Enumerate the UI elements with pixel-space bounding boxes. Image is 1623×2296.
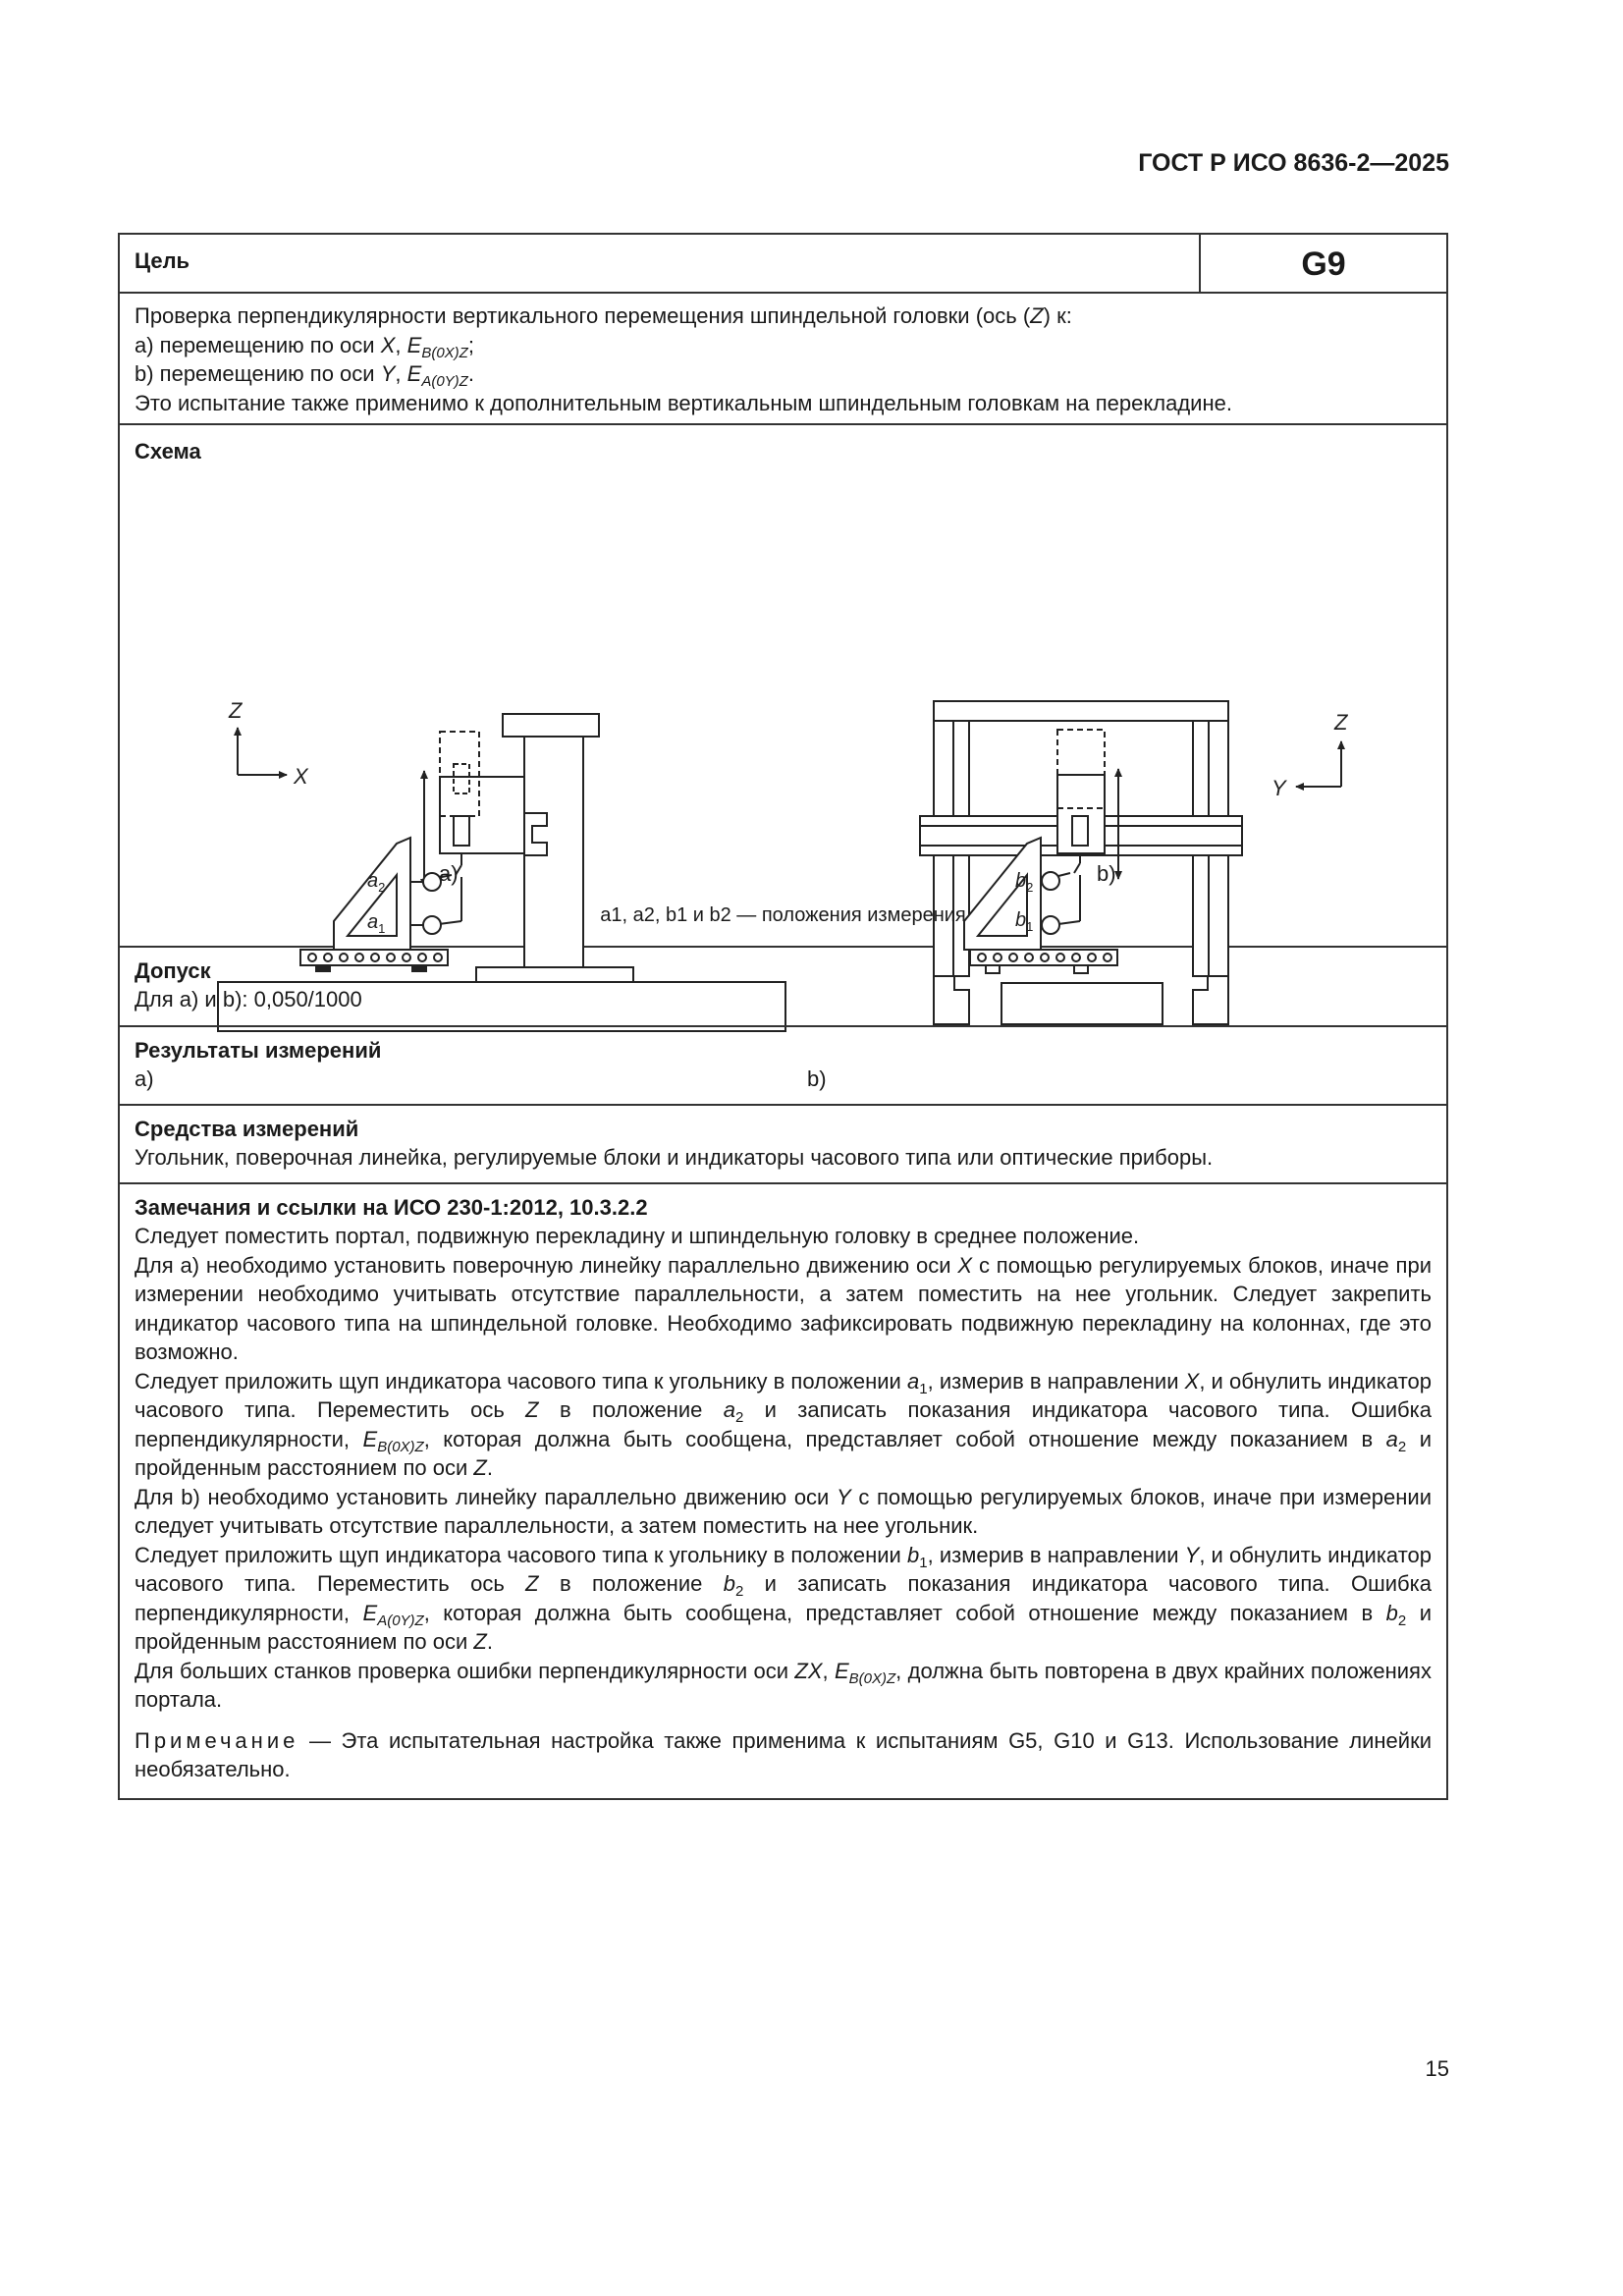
- goal-title-row: [118, 233, 1448, 294]
- goal-title: Цель: [135, 248, 190, 273]
- results-a: a): [135, 1066, 154, 1091]
- goal-item-a: a) перемещению по оси X, $E_{B(0X)Z}$;: [135, 332, 474, 361]
- results-line: [135, 1065, 1432, 1093]
- caption-b: b): [1097, 861, 1116, 886]
- page-number: 15: [1425, 2056, 1449, 2081]
- label-a1: $a_1$: [367, 911, 386, 936]
- remarks-p5: Следует приложить щуп индикатора часового типа к угольнику в положении $b_1$, измерив в направлении Y, и обнулить индикатор часового типа. Переместить ось Z в положение $b_2$ и записать показания индикатора часового типа. Ошибка перпендикулярности, $E_{A(0Y)Z}$, которая должна быть сообщена, представляет собой отношение между показанием в $b_2$ и пройденным расстоянием по оси Z.: [135, 1542, 1432, 1654]
- tolerance-title: Допуск: [135, 958, 211, 983]
- goal-description: [118, 294, 1448, 425]
- goal-line-1: Проверка перпендикулярности вертикального перемещения шпиндельной головки (ось (Z) к:: [135, 303, 1072, 328]
- remarks-p6: Для больших станков проверка ошибки перпендикулярности оси ZX, $E_{B(0X)Z}$, должна быть повторена в двух крайних положениях портала.: [135, 1658, 1432, 1712]
- tolerance-section: [118, 948, 1448, 1027]
- schema-section: [118, 425, 1448, 948]
- results-title: Результаты измерений: [135, 1037, 382, 1063]
- instruments-title: Средства измерений: [135, 1116, 359, 1141]
- goal-line-4: Это испытание также применимо к дополнительным вертикальным шпиндельным головкам на перекладине.: [135, 390, 1232, 415]
- instruments-text: Угольник, поверочная линейка, регулируемые блоки и индикаторы часового типа или оптические приборы.: [135, 1144, 1214, 1170]
- remarks-p2: Для a) необходимо установить поверочную линейку параллельно движению оси X с помощью регулируемых блоков, иначе при измерении необходимо учитывать отсутствие параллельности, а затем поместить на нее угольник. Следует закрепить индикатор часового типа на шпиндельной головке. Необходимо зафиксировать подвижную перекладину на колоннах, где это возможно.: [135, 1252, 1432, 1364]
- caption-a: a): [439, 861, 459, 886]
- results-section: [118, 1027, 1448, 1106]
- goal-item-b: b) перемещению по оси Y, $E_{A(0Y)Z}$.: [135, 361, 474, 390]
- remarks-p3: Следует приложить щуп индикатора часового типа к угольнику в положении $a_1$, измерив в направлении X, и обнулить индикатор часового типа. Переместить ось Z в положение $a_2$ и записать показания индикатора часового типа. Ошибка перпендикулярности, $E_{B(0X)Z}$, которая должна быть сообщена, представляет собой отношение между показанием в $a_2$ и пройденным расстоянием по оси Z.: [135, 1368, 1432, 1480]
- label-a2: $a_2$: [367, 870, 386, 895]
- axis-y-label: Y: [1271, 776, 1286, 800]
- results-b: b): [807, 1066, 827, 1091]
- test-sheet-table: [118, 233, 1448, 1800]
- remarks-p4: Для b) необходимо установить линейку параллельно движению оси Y с помощью регулируемых блоков, иначе при измерении следует учитывать отсутствие параллельности, а затем поместить на нее угольник.: [135, 1484, 1432, 1538]
- remarks-note: Примечание — Эта испытательная настройка также применима к испытаниям G5, G10 и G13. Использование линейки необязательно.: [135, 1727, 1432, 1781]
- note-label: Примечание: [135, 1727, 299, 1753]
- schema-title: Схема: [135, 439, 201, 464]
- tolerance-value: Для a) и b): 0,050/1000: [135, 987, 362, 1011]
- remarks-p1: Следует поместить портал, подвижную перекладину и шпиндельную головку в среднее положение.: [135, 1224, 1140, 1248]
- instruments-section: [118, 1106, 1448, 1185]
- test-code: G9: [1199, 235, 1446, 294]
- label-b1: $b_1$: [1015, 909, 1034, 934]
- remarks-title: Замечания и ссылки на ИСО 230-1:2012, 10.3.2.2: [135, 1195, 648, 1220]
- axis-x-label: X: [294, 764, 308, 789]
- axis-z-label-a: Z: [229, 698, 243, 723]
- axis-z-label-b: Z: [1334, 710, 1348, 735]
- label-b2: $b_2$: [1015, 870, 1034, 895]
- remarks-section: [118, 1184, 1448, 1800]
- document-header: ГОСТ Р ИСО 8636-2—2025: [1138, 149, 1449, 177]
- schema-legend: a1, a2, b1 и b2 — положения измерения: [600, 904, 966, 926]
